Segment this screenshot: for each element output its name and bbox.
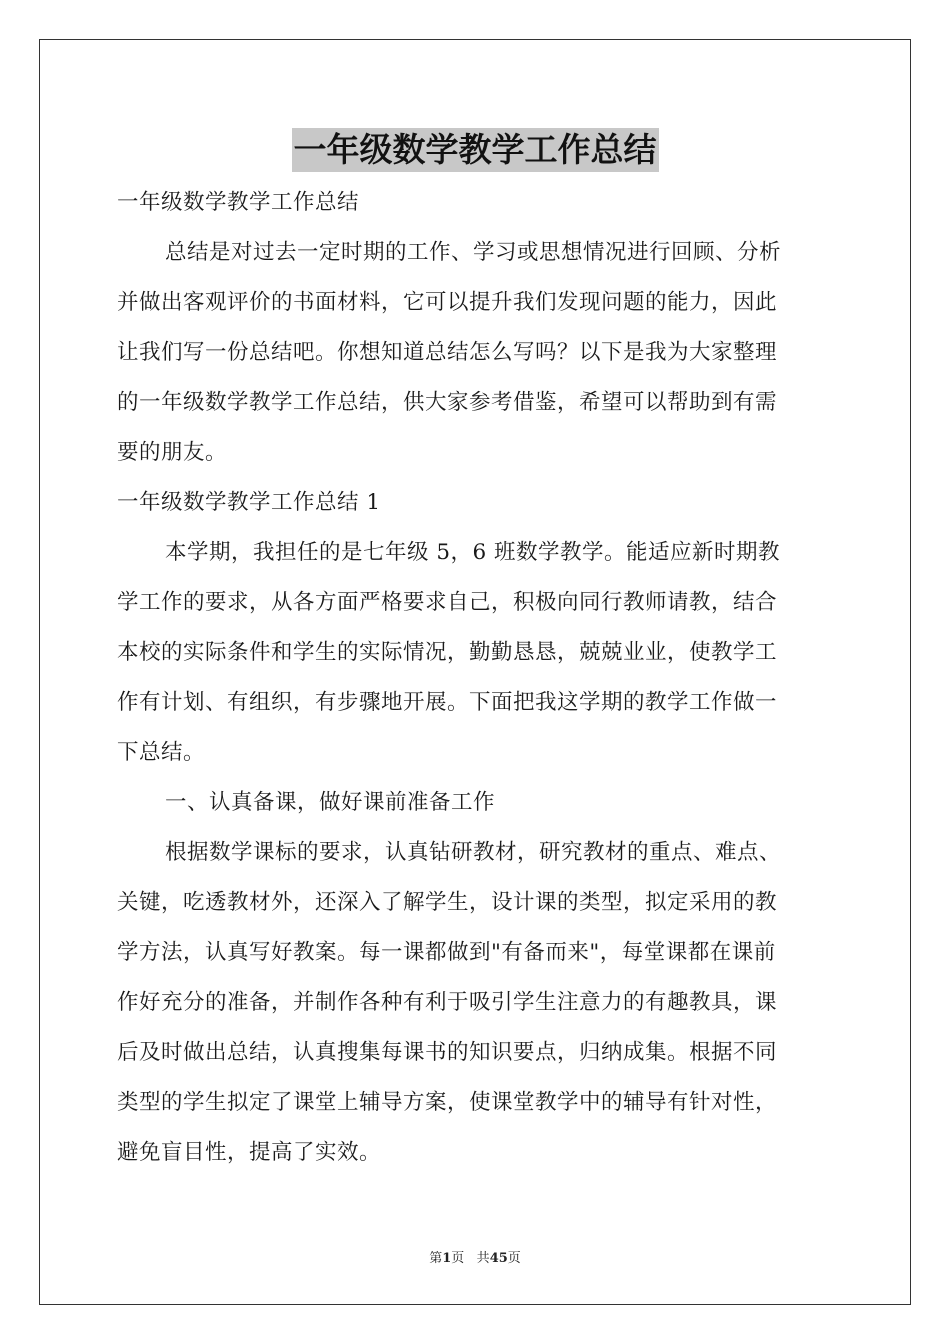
paragraph-line: 作好充分的准备，并制作各种有利于吸引学生注意力的有趣教具，课 [117,990,778,1015]
intro-line: 的一年级数学教学工作总结，供大家参考借鉴，希望可以帮助到有需 [117,390,778,415]
paragraph-line: 后及时做出总结，认真搜集每课书的知识要点，归纳成集。根据不同 [117,1040,778,1065]
title-container [0,128,950,172]
document-body [117,178,833,1178]
paragraph-line: 本校的实际条件和学生的实际情况，勤勤恳恳，兢兢业业，使教学工 [117,640,778,665]
paragraph-line: 本学期，我担任的是七年级 5，6 班数学教学。能适应新时期教 [165,540,781,565]
intro-line: 并做出客观评价的书面材料，它可以提升我们发现问题的能力，因此 [117,290,778,315]
page-prefix: 第 [429,1251,443,1266]
subtitle: 一年级数学教学工作总结 [117,190,360,215]
paragraph-line: 关键，吃透教材外，还深入了解学生，设计课的类型，拟定采用的教 [117,890,778,915]
page-suffix: 页 [451,1251,465,1266]
document-title: 一年级数学教学工作总结 [292,128,659,172]
paragraph-line: 避免盲目性，提高了实效。 [117,1140,382,1165]
intro-line: 总结是对过去一定时期的工作、学习或思想情况进行回顾、分析 [165,240,782,265]
intro-line: 要的朋友。 [117,440,228,465]
section-title: 一年级数学教学工作总结 1 [117,490,381,515]
total-prefix: 共 [476,1251,490,1266]
paragraph-line: 学方法，认真写好教案。每一课都做到"有备而来"，每堂课都在课前 [117,940,776,965]
paragraph-line: 下总结。 [117,740,206,765]
total-page-number: 45 [489,1251,508,1266]
intro-line: 让我们写一份总结吧。你想知道总结怎么写吗？以下是我为大家整理 [117,340,778,365]
section-heading: 一、认真备课，做好课前准备工作 [165,790,496,815]
paragraph-line: 类型的学生拟定了课堂上辅导方案，使课堂教学中的辅导有针对性， [117,1090,778,1115]
paragraph-line: 学工作的要求，从各方面严格要求自己，积极向同行教师请教，结合 [117,590,778,615]
paragraph-line: 作有计划、有组织，有步骤地开展。下面把我这学期的教学工作做一 [117,690,778,715]
paragraph-line: 根据数学课标的要求，认真钻研教材，研究教材的重点、难点、 [165,840,782,865]
page-footer [0,1247,950,1266]
current-page-number: 1 [442,1251,452,1266]
total-suffix: 页 [507,1251,521,1266]
